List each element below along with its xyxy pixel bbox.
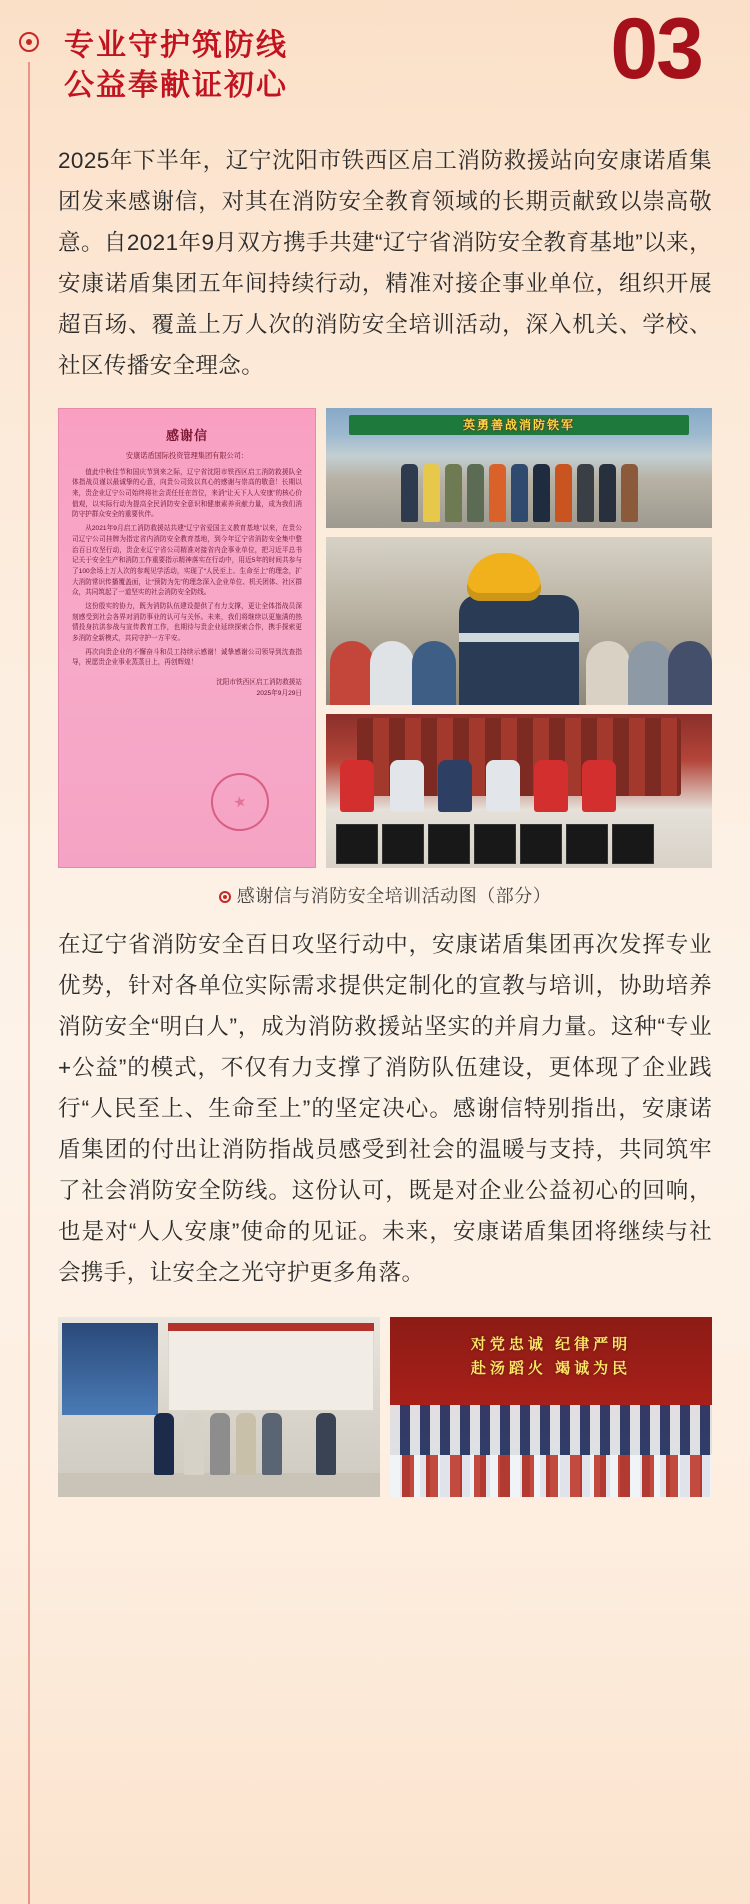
collage-caption [58,882,712,908]
section-number: 03 [610,1,702,97]
thank-you-letter-column [58,408,316,868]
photo-education-base-tour [58,1317,380,1497]
paragraph-2: 在辽宁省消防安全百日攻坚行动中，安康诺盾集团再次发挥专业优势，针对各单位实际需求提供定制化的宣教与培训，协助培养消防安全“明白人”，成为消防救援站坚实的并肩力量。这种“专业+公益”的模式，不仅有力支撑了消防队伍建设，更体现了企业践行“人民至上、生命至上”的坚定决心。感谢信特别指出，安康诺盾集团的付出让消防指战员感受到社会的温暖与支持，共同筑牢了社会消防安全防线。这份认可，既是对企业公益初心的回响，也是对“人人安康”使命的见证。未来，安康诺盾集团将继续与社会携手，让安全之光守护更多角落。 [58,932,712,1285]
page-title-line-1: 专业守护筑防线 [64,29,288,62]
letter-paragraph: 再次向贵企业的不懈奋斗和员工持续示感谢！诚挚感谢公司领导到沈查指导，祝愿贵企业事业蒸蒸日上，再创辉煌！ [72,648,302,667]
letter-paragraph: 从2021年9月启工消防救援站共建“辽宁省爱国主义教育基地”以来，在贵公司辽宁公司挂牌为指定省内消防安全教育基地，到今年辽宁省消防安全集中整治百日攻坚行动，贵企业辽宁省公司精准对接省内企事业单位，把习近平总书记关于安全生产和消防工作重要指示精神落实在行动中，用近5年的时间共参与了100余场上万人次的参观见学活动，实现了“人民至上、生命至上”的理念，扩大消防常识传播覆盖面，让“预防为先”的理念深入企业单位、机关团体、社区群众，共同筑起了一道坚实的社会消防安全防线。 [72,525,302,597]
photo-volunteers-donation [326,714,712,868]
photo-firefighter-parade [326,408,712,528]
parade-banner-text: 英勇善战消防铁军 [349,415,689,435]
letter-paragraph: 这份殷实的协力，既为消防队伍建设提供了有力支撑，更让全体指战员深刻感受到社会各界对消防事业的认可与关怀。未来，我们将继续以更施满的热情投身抗洪参战与宣传教育工作，也期待与贵企业延续探索合作，携手探索更多消防全新模式，共同守护一方平安。 [72,602,302,642]
official-seal-icon [206,768,275,837]
caption-text: 感谢信与消防安全培训活动图（部分） [236,886,552,906]
banner-slogan-line-2: 赴汤蹈火 竭诚为民 [470,1360,632,1377]
letter-date: 2025年9月29日 [256,690,302,698]
bottom-photo-row [58,1317,712,1497]
photo-firefighter-with-children [326,537,712,705]
image-collage [58,408,712,868]
thank-you-letter [58,408,316,868]
caption-bullet-icon [219,891,231,903]
page-title-line-2: 公益奉献证初心 [64,68,288,102]
photo-group-banner [390,1317,712,1497]
banner-slogan-line-1: 对党忠诚 纪律严明 [470,1336,632,1353]
left-vertical-rule [28,62,30,1904]
paragraph-1: 2025年下半年，辽宁沈阳市铁西区启工消防救援站向安康诺盾集团发来感谢信，对其在消防安全教育领域的长期贡献致以崇高敬意。自2021年9月双方携手共建“辽宁省消防安全教育基地”以来，安康诺盾集团五年间持续行动，精准对接企事业单位，组织开展超百场、覆盖上万人次的消防安全培训活动，深入机关、学校、社区传播安全理念。 [58,148,712,378]
letter-addressee: 安康诺盾国际投资管理集团有限公司： [125,451,249,460]
parade-figures [326,464,712,522]
letter-signer: 沈阳市铁西区启工消防救援站 [216,678,302,686]
page-header [0,0,750,118]
photo-column [326,408,712,868]
letter-paragraph: 值此中秋佳节和国庆节到来之际，辽宁省沈阳市铁西区启工消防救援队全体指战员谨以最诚挚的心意，向贵公司致以真心的感谢与崇高的敬意！长期以来，贵企业辽宁公司始终将社会责任任在首位，来消“让天下人人安康”的核心价值观，以实际行动为提高全民消防安全意识和健康素养贡献力量，成为我们消防守护群众安全的重要伙伴。 [72,468,302,519]
letter-title: 感谢信 [165,428,208,443]
